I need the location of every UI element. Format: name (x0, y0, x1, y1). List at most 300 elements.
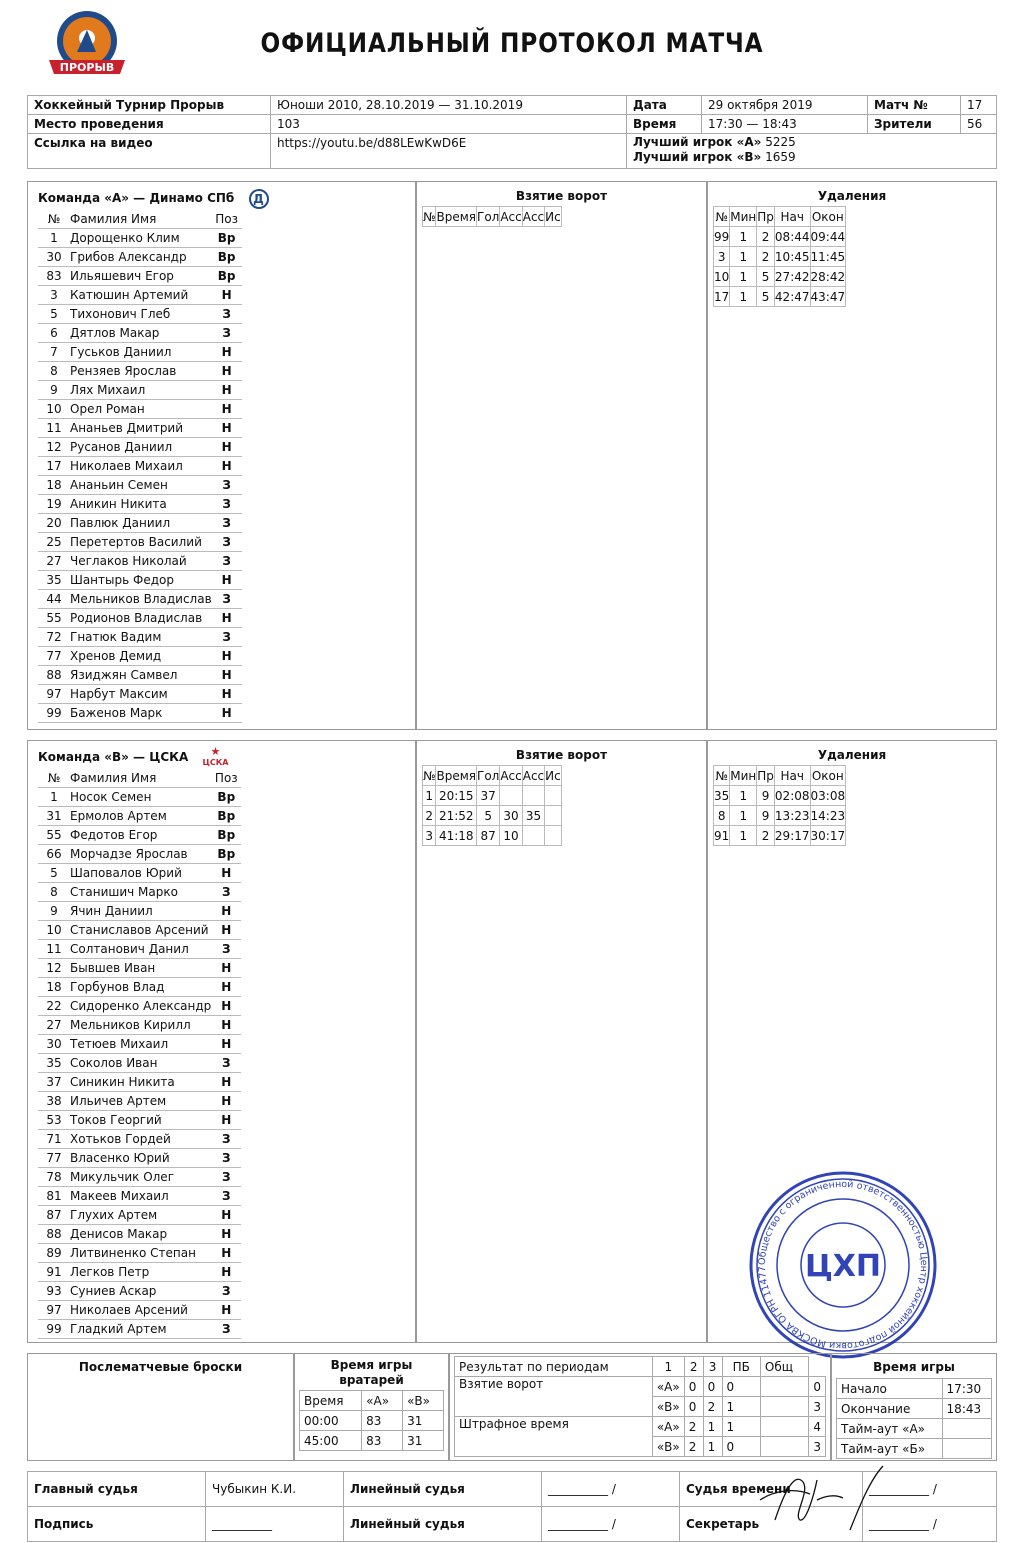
period-value: 0 (684, 1397, 703, 1417)
player-row-cell: З (211, 1130, 241, 1149)
goal-row-cell (545, 826, 562, 846)
team-a-goals-title: Взятие ворот (515, 189, 608, 203)
penalty-row (714, 227, 846, 247)
penalty-row-cell: 5 (757, 267, 775, 287)
player-row-cell: Н (211, 1073, 241, 1092)
goal-row-cell (522, 826, 544, 846)
player-row-cell: 72 (38, 628, 70, 647)
player-row-cell: З (212, 552, 242, 571)
player-row (38, 921, 241, 940)
video-link[interactable]: https://youtu.be/d88LEwKwD6E (271, 134, 627, 169)
player-row-cell: 9 (38, 381, 70, 400)
page-title: ОФИЦИАЛЬНЫЙ ПРОТОКОЛ МАТЧА (260, 28, 764, 59)
player-row (38, 864, 241, 883)
player-row-cell: З (211, 1282, 241, 1301)
team-b-goals (416, 740, 707, 1343)
team-a-title: Команда «А» — Динамо СПб Д (38, 186, 407, 210)
goal-row-cell: 20:15 (436, 786, 477, 806)
player-row-cell: 66 (38, 845, 70, 864)
player-row-cell: 35 (38, 571, 70, 590)
period-value: 3 (809, 1437, 826, 1457)
period-team: «В» (652, 1397, 684, 1417)
player-row-cell: 83 (38, 267, 70, 286)
player-row-cell: 31 (38, 807, 70, 826)
team-a-goals (416, 181, 707, 730)
player-row-cell: Н (212, 286, 242, 305)
player-row-cell: 30 (38, 1035, 70, 1054)
spectators-label: Зрители (868, 115, 961, 134)
player-row (38, 1073, 241, 1092)
player-row-cell: Станишич Марко (70, 883, 211, 902)
video-label: Ссылка на видео (28, 134, 271, 169)
player-row (38, 1187, 241, 1206)
period-value: 2 (684, 1437, 703, 1457)
player-row-cell: 1 (38, 788, 70, 807)
penalty-row (714, 786, 846, 806)
penalty-row-cell: 09:44 (810, 227, 846, 247)
player-row (38, 571, 242, 590)
player-row-cell: З (212, 324, 242, 343)
period-value: 1 (722, 1417, 760, 1437)
team-b-goals-title: Взятие ворот (515, 748, 608, 762)
player-row-cell: Ильичев Артем (70, 1092, 211, 1111)
penalty-row-cell: 43:47 (810, 287, 846, 307)
player-row-cell: Н (211, 1263, 241, 1282)
period-row (455, 1377, 826, 1397)
player-row-cell: Н (211, 997, 241, 1016)
player-row (38, 457, 242, 476)
period-row (455, 1417, 826, 1437)
player-row-cell: Н (212, 647, 242, 666)
player-row (38, 533, 242, 552)
goal-row-cell: 5 (477, 806, 500, 826)
penalty-row (714, 267, 846, 287)
penalty-row-cell: 2 (757, 826, 775, 846)
player-row (38, 267, 242, 286)
player-row (38, 1111, 241, 1130)
penalty-row-cell: 8 (714, 806, 730, 826)
player-row-cell: 9 (38, 902, 70, 921)
player-row-cell: 17 (38, 457, 70, 476)
player-row-cell: 30 (38, 248, 70, 267)
player-row-cell: 38 (38, 1092, 70, 1111)
player-row (38, 1282, 241, 1301)
player-row-cell: Шантырь Федор (70, 571, 212, 590)
player-row (38, 826, 241, 845)
player-row-cell: 37 (38, 1073, 70, 1092)
player-row-cell: Н (212, 419, 242, 438)
player-row (38, 343, 242, 362)
player-row-cell: Н (212, 400, 242, 419)
goalie-time-title: Время игры вратарей (330, 1358, 413, 1387)
period-value: 1 (703, 1437, 722, 1457)
goal-row (423, 786, 562, 806)
player-row-cell: 55 (38, 609, 70, 628)
player-row-cell: Мельников Кирилл (70, 1016, 211, 1035)
time-label: Время (627, 115, 702, 134)
team-a-goals-table: № Время Гол Асс Асс Ис (422, 206, 562, 227)
player-row (38, 1244, 241, 1263)
player-row-cell: Н (211, 1244, 241, 1263)
penalty-row (714, 806, 846, 826)
player-row (38, 1035, 241, 1054)
player-row-cell: З (211, 1054, 241, 1073)
team-b-penalties-title: Удаления (817, 748, 887, 762)
stamp-ring-text: Общество с ограниченной ответственностью Центр хоккейной подготовки МОСКВА ОГРН 11477 (756, 1178, 930, 1352)
player-row-cell: Н (211, 1111, 241, 1130)
player-row-cell: 77 (38, 647, 70, 666)
player-row-cell: Н (212, 666, 242, 685)
player-row-cell: Н (211, 1301, 241, 1320)
spectators-value: 56 (961, 115, 997, 134)
goalie-time-row (300, 1431, 444, 1451)
player-row-cell: Грибов Александр (70, 248, 212, 267)
period-team: «А» (652, 1377, 684, 1397)
penalty-row-cell: 3 (714, 247, 730, 267)
player-row-cell: Федотов Егор (70, 826, 211, 845)
period-team: «В» (652, 1437, 684, 1457)
player-row-cell: Орел Роман (70, 400, 212, 419)
period-value: 3 (809, 1397, 826, 1417)
player-row (38, 476, 242, 495)
player-row-cell: Макеев Михаил (70, 1187, 211, 1206)
penalty-row-cell: 1 (730, 287, 757, 307)
date-value: 29 октября 2019 (702, 96, 868, 115)
logo-text: ПРОРЫВ (59, 61, 115, 74)
player-row-cell: З (211, 883, 241, 902)
period-value: 2 (703, 1397, 722, 1417)
player-row-cell: 11 (38, 419, 70, 438)
player-row-cell: Дятлов Макар (70, 324, 212, 343)
player-row-cell: 20 (38, 514, 70, 533)
period-value: 0 (809, 1377, 826, 1397)
player-row-cell: Тетюев Михаил (70, 1035, 211, 1054)
period-value: 4 (809, 1417, 826, 1437)
player-row-cell: Морчадзе Ярослав (70, 845, 211, 864)
tournament-label: Хоккейный Турнир Прорыв (28, 96, 271, 115)
official-stamp (748, 1170, 938, 1360)
goal-row-cell (545, 786, 562, 806)
player-row (38, 381, 242, 400)
player-row-cell: Дорощенко Клим (70, 229, 212, 248)
period-team: «А» (652, 1417, 684, 1437)
stamp-center-text: ЦХП (804, 1249, 882, 1284)
team-b-player-table: № Фамилия Имя Поз 1 Носок Семен Вр 31 Ермолов Артем Вр 55 Федотов Егор Вр 66 Морчадзе Ярослав Вр 5 Шаповалов Юрий Н 8 Станишич Марко З 9 Ячин Даниил Н 10 Станиславов Арсений Н 11 Солтанович Данил З 12 Бывшев Иван Н 18 Горбунов Влад Н 22 Сидоренко Александр Н 27 Мельников Кирилл Н 30 Тетюев Михаил Н 35 Соколов Иван З 37 Синикин Никита Н 38 Ильичев Артем Н 53 Токов Георгий Н 71 Хотьков Гордей З 77 Власенко Юрий З 78 Микульчик Олег З 81 Макеев Михаил З 87 Глухих Артем Н 88 Денисов Макар Н 89 Литвиненко Степан Н 91 Легков Петр Н 93 Суниев Аскар З 97 Николаев Арсений Н 99 Гладкий Артем З (38, 769, 241, 1339)
player-row-cell: Шаповалов Юрий (70, 864, 211, 883)
player-row-cell: Станиславов Арсений (70, 921, 211, 940)
player-row-cell: Н (211, 1035, 241, 1054)
penalty-row-cell: 08:44 (774, 227, 810, 247)
goal-row-cell: 1 (423, 786, 436, 806)
player-row (38, 845, 241, 864)
player-row-cell: З (211, 1149, 241, 1168)
player-row-cell: Язиджян Самвел (70, 666, 212, 685)
player-row-cell: Гладкий Артем (70, 1320, 211, 1339)
player-row-cell: Н (211, 1225, 241, 1244)
game-time-box (831, 1353, 997, 1461)
period-results-box (449, 1353, 831, 1461)
player-row-cell: Бывшев Иван (70, 959, 211, 978)
player-row (38, 685, 242, 704)
goal-row-cell: 3 (423, 826, 436, 846)
player-row (38, 1092, 241, 1111)
dynamo-logo-icon: Д (249, 189, 269, 209)
goal-row-cell (500, 786, 522, 806)
penalty-row-cell: 30:17 (810, 826, 846, 846)
player-row-cell: Ананьев Дмитрий (70, 419, 212, 438)
player-row-cell: З (211, 1320, 241, 1339)
period-value (760, 1417, 808, 1437)
period-value: 0 (722, 1377, 760, 1397)
team-a-penalties-title: Удаления (817, 189, 887, 203)
player-row-cell: 89 (38, 1244, 70, 1263)
player-row-cell: Глухих Артем (70, 1206, 211, 1225)
player-row (38, 1206, 241, 1225)
player-row-cell: Н (212, 362, 242, 381)
penalty-row-cell: 11:45 (810, 247, 846, 267)
player-row-cell: Хренов Демид (70, 647, 212, 666)
team-b-roster (27, 740, 416, 1343)
goal-row-cell: 41:18 (436, 826, 477, 846)
player-row (38, 1320, 241, 1339)
player-row-cell: Власенко Юрий (70, 1149, 211, 1168)
player-row (38, 590, 242, 609)
penalty-row-cell: 1 (730, 806, 757, 826)
player-row (38, 229, 242, 248)
player-row (38, 940, 241, 959)
goal-row-cell (545, 806, 562, 826)
team-a-roster (27, 181, 416, 730)
best-player-a: Лучший игрок «А» 5225 (633, 135, 796, 149)
player-row-cell: 12 (38, 438, 70, 457)
player-row-cell: Баженов Марк (70, 704, 212, 723)
venue-value: 103 (271, 115, 627, 134)
player-row-cell: Н (211, 959, 241, 978)
player-row-cell: 11 (38, 940, 70, 959)
player-row (38, 807, 241, 826)
penalty-row-cell: 03:08 (810, 786, 846, 806)
goal-row-cell: 37 (477, 786, 500, 806)
player-row-cell: Суниев Аскар (70, 1282, 211, 1301)
player-row (38, 609, 242, 628)
player-row-cell: Сидоренко Александр (70, 997, 211, 1016)
player-row-cell: Денисов Макар (70, 1225, 211, 1244)
player-row-cell: З (211, 1168, 241, 1187)
player-row (38, 1225, 241, 1244)
player-row (38, 1149, 241, 1168)
match-info-table (27, 95, 997, 169)
player-row-cell: 22 (38, 997, 70, 1016)
player-row-cell: Солтанович Данил (70, 940, 211, 959)
penalty-row-cell: 2 (757, 247, 775, 267)
period-results-table: Результат по периодам 1 2 3 ПБ Общ Взятие ворот «А» 0 0 0 0 «В» 0 2 1 3 Штрафное время «А» 2 1 1 4 «В» 2 1 0 3 (454, 1356, 826, 1457)
player-row (38, 1168, 241, 1187)
player-row (38, 514, 242, 533)
player-row-cell: З (211, 1187, 241, 1206)
game-time-title: Время игры (873, 1360, 955, 1374)
officials-table: Главный судья Чубыкин К.И. Линейный судья __________ / Судья времени __________ / Подпись __________ Линейный судья __________ / Секретарь __________ / (27, 1471, 997, 1542)
player-row (38, 978, 241, 997)
player-row-cell: Вр (211, 807, 241, 826)
player-row (38, 1016, 241, 1035)
player-row (38, 647, 242, 666)
player-row-cell: Носок Семен (70, 788, 211, 807)
player-row-cell: 18 (38, 978, 70, 997)
penalty-row-cell: 10:45 (774, 247, 810, 267)
penalty-row-cell: 28:42 (810, 267, 846, 287)
goal-row-cell: 2 (423, 806, 436, 826)
player-row (38, 362, 242, 381)
player-row-cell: Н (212, 381, 242, 400)
tournament-logo (44, 8, 130, 78)
player-row-cell: Вр (212, 248, 242, 267)
goalie-time-row-cell: 00:00 (300, 1411, 362, 1431)
player-row-cell: Тихонович Глеб (70, 305, 212, 324)
period-value: 1 (703, 1417, 722, 1437)
player-row-cell: 25 (38, 533, 70, 552)
goalie-time-row-cell: 83 (362, 1411, 403, 1431)
player-row-cell: 91 (38, 1263, 70, 1282)
player-row (38, 788, 241, 807)
shootout-label: Послематчевые броски (78, 1360, 243, 1374)
player-row-cell: Ермолов Артем (70, 807, 211, 826)
period-row-label: Взятие ворот (455, 1377, 653, 1417)
player-row-cell: 7 (38, 343, 70, 362)
player-row-cell: 99 (38, 1320, 70, 1339)
penalty-row-cell: 29:17 (774, 826, 810, 846)
player-row-cell: 19 (38, 495, 70, 514)
player-row-cell: 6 (38, 324, 70, 343)
period-value (760, 1397, 808, 1417)
player-row-cell: 55 (38, 826, 70, 845)
player-row (38, 997, 241, 1016)
player-row (38, 883, 241, 902)
goalie-time-row-cell: 45:00 (300, 1431, 362, 1451)
player-row-cell: Аникин Никита (70, 495, 212, 514)
goalie-time-row-cell: 31 (403, 1411, 444, 1431)
player-row-cell: 1 (38, 229, 70, 248)
player-row-cell: Ильяшевич Егор (70, 267, 212, 286)
player-row-cell: Перетертов Василий (70, 533, 212, 552)
goal-row-cell: 30 (500, 806, 522, 826)
match-value: 17 (961, 96, 997, 115)
best-player-b: Лучший игрок «В» 1659 (633, 150, 796, 164)
goal-row (423, 806, 562, 826)
goalie-time-box (294, 1353, 449, 1461)
player-row-cell: Н (212, 609, 242, 628)
player-row-cell: 44 (38, 590, 70, 609)
game-time-table: Начало 17:30 Окончание 18:43 Тайм-аут «А» Тайм-аут «Б» (836, 1378, 992, 1459)
goal-row-cell (522, 786, 544, 806)
penalty-row-cell: 1 (730, 247, 757, 267)
player-row-cell: Родионов Владислав (70, 609, 212, 628)
player-row (38, 1130, 241, 1149)
player-row-cell: Рензяев Ярослав (70, 362, 212, 381)
player-row-cell: Николаев Арсений (70, 1301, 211, 1320)
player-row-cell: З (212, 305, 242, 324)
player-row-cell: Соколов Иван (70, 1054, 211, 1073)
player-row-cell: Синикин Никита (70, 1073, 211, 1092)
time-value: 17:30 — 18:43 (702, 115, 868, 134)
player-row-cell: 93 (38, 1282, 70, 1301)
period-value: 1 (722, 1397, 760, 1417)
player-row-cell: 88 (38, 666, 70, 685)
period-value (760, 1437, 808, 1457)
player-row (38, 628, 242, 647)
team-a-penalties-table: № Мин Пр Нач Окон 99 1 2 08:44 09:44 3 1 2 10:45 11:45 10 1 5 27:42 28:42 17 1 5 42:47 43:47 (713, 206, 846, 307)
period-value: 0 (722, 1437, 760, 1457)
goalie-time-row (300, 1411, 444, 1431)
player-row-cell: 81 (38, 1187, 70, 1206)
player-row-cell: 12 (38, 959, 70, 978)
penalty-row-cell: 27:42 (774, 267, 810, 287)
player-row-cell: Ананьин Семен (70, 476, 212, 495)
player-row-cell: 99 (38, 704, 70, 723)
player-row-cell: 87 (38, 1206, 70, 1225)
player-row-cell: Н (211, 1092, 241, 1111)
penalty-row-cell: 1 (730, 826, 757, 846)
goal-row-cell: 21:52 (436, 806, 477, 826)
col-name: Фамилия Имя (70, 210, 212, 229)
player-row-cell: 10 (38, 921, 70, 940)
penalty-row-cell: 35 (714, 786, 730, 806)
player-row-cell: 77 (38, 1149, 70, 1168)
period-value (760, 1377, 808, 1397)
player-row-cell: Н (211, 1016, 241, 1035)
penalty-row-cell: 10 (714, 267, 730, 287)
col-num: № (38, 210, 70, 229)
player-row-cell: Вр (211, 788, 241, 807)
player-row-cell: 27 (38, 552, 70, 571)
player-row-cell: Гуськов Даниил (70, 343, 212, 362)
penalty-row-cell: 17 (714, 287, 730, 307)
player-row-cell: 3 (38, 286, 70, 305)
penalty-row-cell: 1 (730, 267, 757, 287)
player-row-cell: Николаев Михаил (70, 457, 212, 476)
cska-logo-icon: ★ ЦСКА (202, 745, 229, 767)
player-row (38, 552, 242, 571)
player-row-cell: Н (212, 685, 242, 704)
penalty-row-cell: 1 (730, 227, 757, 247)
venue-label: Место проведения (28, 115, 271, 134)
handwritten-signature (755, 1460, 895, 1540)
player-row-cell: Мельников Владислав (70, 590, 212, 609)
player-row (38, 419, 242, 438)
player-row-cell: 18 (38, 476, 70, 495)
player-row-cell: З (212, 514, 242, 533)
player-row-cell: Н (212, 457, 242, 476)
player-row (38, 1301, 241, 1320)
goal-row-cell: 35 (522, 806, 544, 826)
player-row-cell: Вр (212, 229, 242, 248)
player-row-cell: Н (211, 864, 241, 883)
player-row-cell: З (212, 476, 242, 495)
team-a-player-table (38, 210, 242, 723)
player-row-cell: З (212, 495, 242, 514)
player-row-cell: 10 (38, 400, 70, 419)
penalty-row (714, 826, 846, 846)
goalie-time-row-cell: 31 (403, 1431, 444, 1451)
player-row-cell: Н (212, 571, 242, 590)
penalty-row-cell: 13:23 (774, 806, 810, 826)
player-row-cell: Павлюк Даниил (70, 514, 212, 533)
player-row (38, 438, 242, 457)
player-row-cell: Н (212, 704, 242, 723)
player-row-cell: 97 (38, 1301, 70, 1320)
player-row (38, 248, 242, 267)
penalty-row-cell: 02:08 (774, 786, 810, 806)
player-row (38, 495, 242, 514)
